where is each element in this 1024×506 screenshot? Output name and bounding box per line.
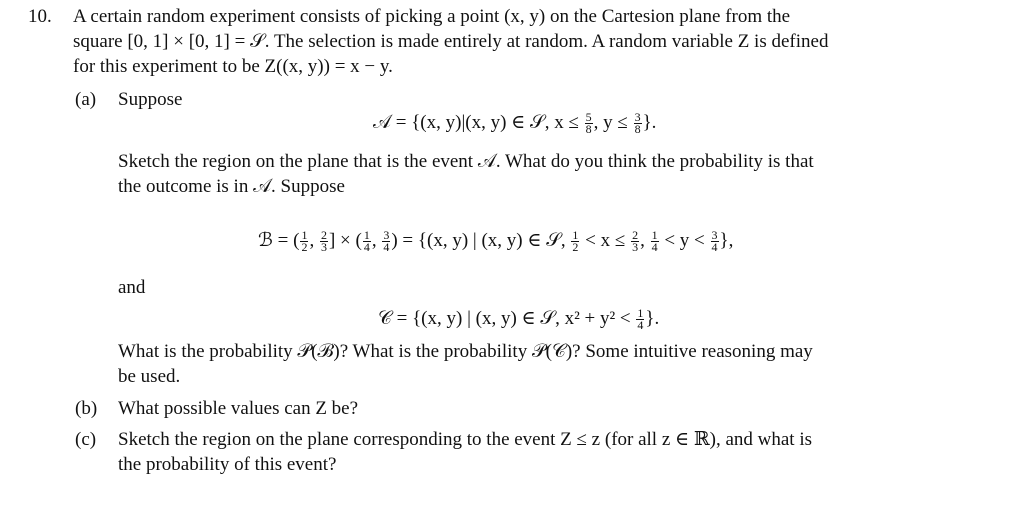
equation-text: }. [645, 308, 660, 329]
denominator: 8 [585, 122, 592, 137]
fraction [651, 230, 659, 253]
equation-B [258, 228, 733, 254]
fraction [631, 230, 639, 253]
numerator: 3 [383, 228, 390, 243]
part-a-and: and [118, 277, 146, 298]
fraction [636, 308, 644, 331]
denominator: 3 [320, 240, 327, 255]
denominator: 4 [363, 240, 370, 255]
denominator: 2 [301, 240, 308, 255]
equation-text: , [640, 230, 650, 251]
problem-number: 10. [28, 6, 52, 27]
numerator: 5 [585, 110, 592, 125]
denominator: 3 [632, 240, 639, 255]
fraction [382, 230, 390, 253]
equation-text: ) = {(x, y) | (x, y) ∈ 𝒮, [391, 230, 571, 251]
denominator: 4 [383, 240, 390, 255]
numerator: 2 [632, 228, 639, 243]
part-c-text-1: Sketch the region on the plane corresponding to the event Z ≤ z (for all z ∈ ℝ), and what is [118, 429, 812, 450]
numerator: 3 [634, 110, 641, 125]
part-b-label: (b) [75, 398, 98, 419]
fraction [320, 230, 328, 253]
fraction [585, 112, 593, 135]
part-a-text-3: What is the probability 𝒫(ℬ)? What is the probability 𝒫(𝒞)? Some intuitive reasoning may [118, 341, 813, 362]
fraction [634, 112, 642, 135]
equation-text: , [309, 230, 319, 251]
part-a-text-1: Sketch the region on the plane that is the event 𝒜. What do you think the probability is that [118, 151, 814, 172]
equation-text: }. [642, 112, 657, 133]
equation-text: , y ≤ [593, 112, 633, 133]
numerator: 1 [637, 306, 644, 321]
part-b-text: What possible values can Z be? [118, 398, 359, 419]
denominator: 4 [651, 240, 658, 255]
equation-text: 𝒜 = {(x, y)|(x, y) ∈ 𝒮, x ≤ [373, 112, 584, 133]
intro-line-1: A certain random experiment consists of picking a point (x, y) on the Cartesion plane from the [73, 6, 791, 27]
part-a-text-2: the outcome is in 𝒜. Suppose [118, 176, 345, 197]
fraction [363, 230, 371, 253]
fraction [571, 230, 579, 253]
fraction [711, 230, 719, 253]
equation-text: < y < [659, 230, 710, 251]
part-a-suppose: Suppose [118, 89, 183, 110]
denominator: 4 [637, 318, 644, 333]
equation-text: ] × ( [328, 230, 362, 251]
equation-C [378, 306, 659, 332]
equation-text: , [371, 230, 382, 251]
equation-text: }, [719, 230, 734, 251]
part-a-text-4: be used. [118, 366, 181, 387]
part-a-label: (a) [75, 89, 97, 110]
intro-line-3: for this experiment to be Z((x, y)) = x − y. [73, 56, 393, 77]
equation-text: < x ≤ [580, 230, 631, 251]
part-c-text-2: the probability of this event? [118, 454, 337, 475]
denominator: 8 [634, 122, 641, 137]
numerator: 1 [301, 228, 308, 243]
numerator: 1 [363, 228, 370, 243]
equation-text: ℬ = ( [258, 230, 300, 251]
part-c-label: (c) [75, 429, 97, 450]
denominator: 4 [711, 240, 718, 255]
numerator: 2 [320, 228, 327, 243]
fraction [300, 230, 308, 253]
numerator: 1 [651, 228, 658, 243]
numerator: 3 [711, 228, 718, 243]
numerator: 1 [572, 228, 579, 243]
equation-text: 𝒞 = {(x, y) | (x, y) ∈ 𝒮, x² + y² < [378, 308, 636, 329]
denominator: 2 [572, 240, 579, 255]
equation-A [373, 110, 656, 136]
intro-line-2: square [0, 1] × [0, 1] = 𝒮. The selection is made entirely at random. A random variable Z is defined [73, 31, 829, 52]
